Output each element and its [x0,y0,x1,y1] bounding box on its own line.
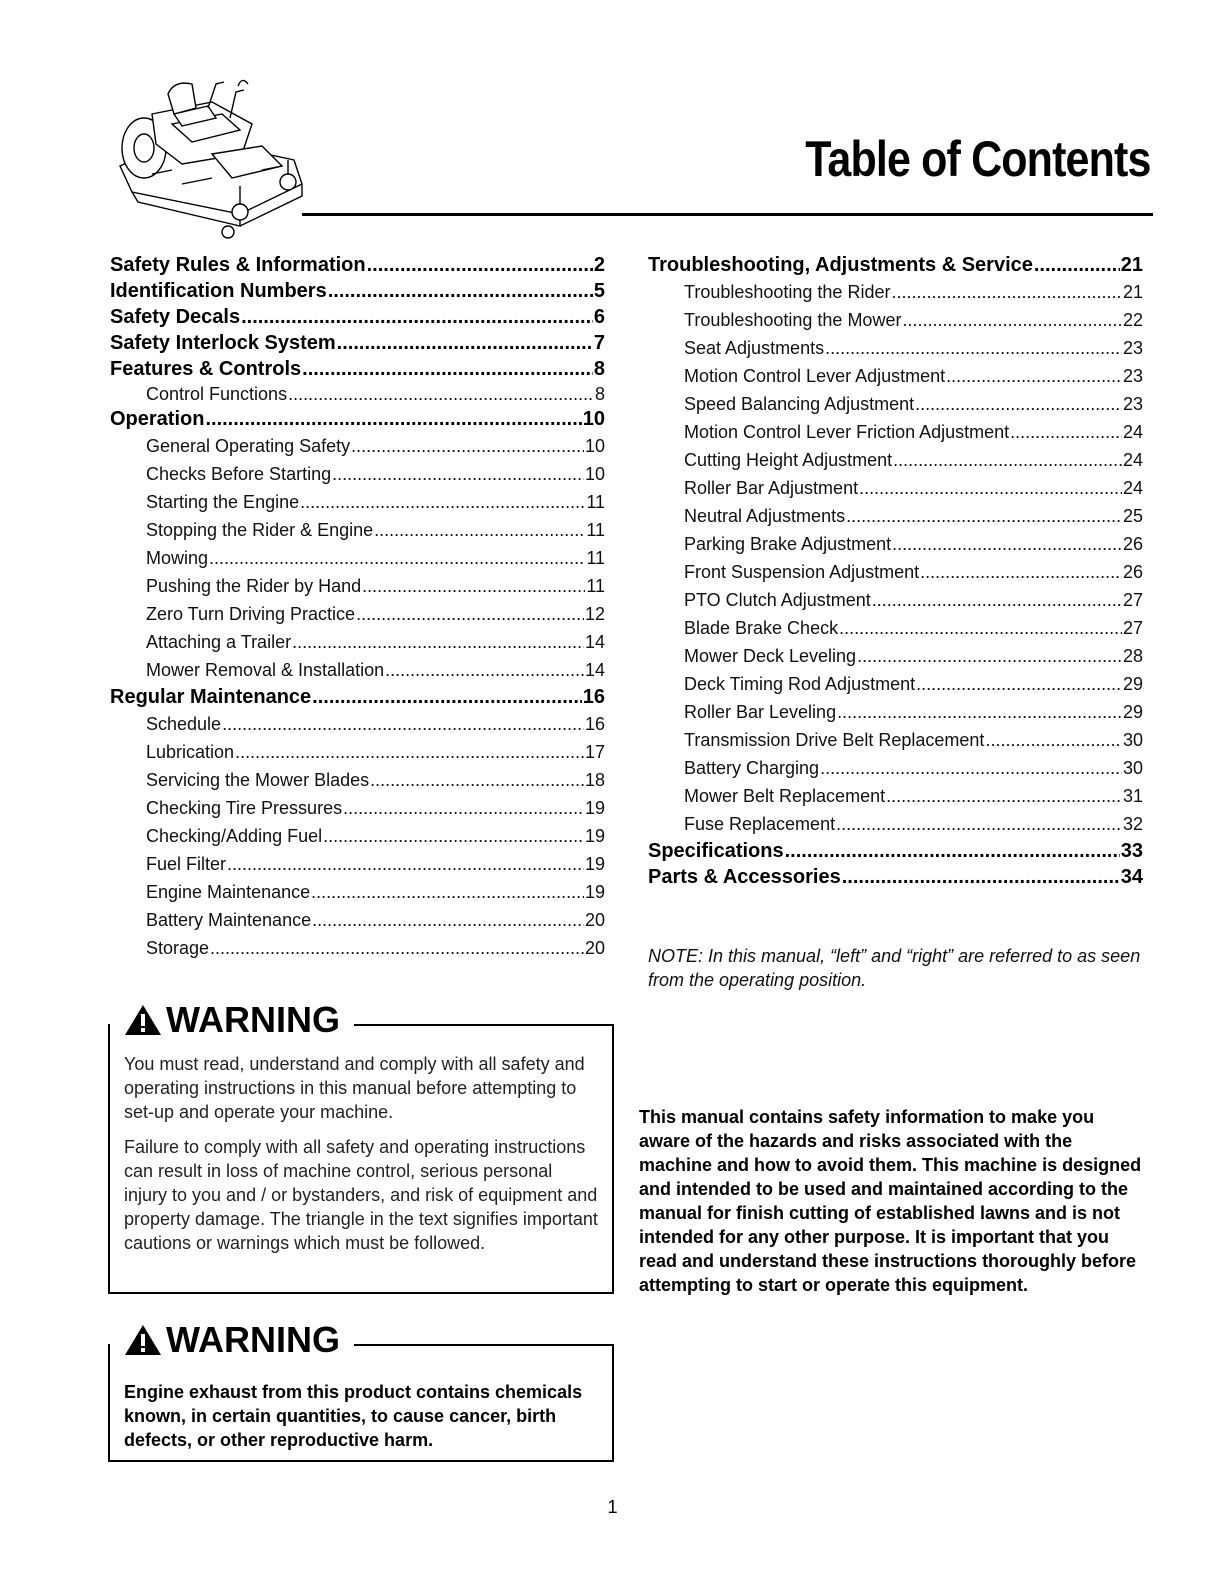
toc-subsection-entry [648,614,1143,642]
toc-entry-page: 19 [584,882,605,902]
toc-leader-dots [323,822,584,850]
safety-statement: This manual contains safety information to make you aware of the hazards and risks associated with the machine and how to avoid them. This machine is designed and intended to be used and maintained according to the manual for finish cutting of established lawns and is not intended for any other purpose. It is important that you read and understand these instructions thoroughly before attempting to start or operate this equipment. [639,1107,1142,1295]
toc-entry-label: Operation [110,408,205,430]
toc-entry-label: Schedule [146,714,222,734]
toc-entry-page: 11 [586,548,605,568]
toc-leader-dots [374,516,585,544]
toc-leader-dots [362,572,585,600]
toc-entry-label: Safety Interlock System [110,332,336,354]
toc-leader-dots [356,600,584,628]
toc-leader-dots [227,850,584,878]
toc-entry-page: 16 [584,714,605,734]
toc-leader-dots [839,614,1122,642]
warning-heading-text: WARNING [166,1319,340,1360]
toc-entry-page: 2 [593,254,605,276]
toc-entry-page: 26 [1122,534,1143,554]
toc-entry-page: 20 [584,938,605,958]
toc-entry-label: Cutting Height Adjustment [684,450,893,470]
toc-subsection-entry [110,488,605,516]
toc-leader-dots [209,544,585,572]
toc-leader-dots [846,502,1122,530]
toc-section-entry [110,356,605,382]
toc-entry-page: 25 [1122,506,1143,526]
toc-entry-label: Checking Tire Pressures [146,798,343,818]
toc-leader-dots [302,356,593,382]
toc-entry-page: 31 [1122,786,1143,806]
toc-entry-label: Roller Bar Adjustment [684,478,859,498]
toc-leader-dots [337,330,593,356]
toc-entry-page: 24 [1122,422,1143,442]
toc-entry-page: 18 [584,770,605,790]
toc-entry-label: Battery Maintenance [146,910,312,930]
toc-entry-page: 16 [582,686,605,708]
toc-entry-page: 32 [1122,814,1143,834]
toc-subsection-entry [110,822,605,850]
toc-leader-dots [872,586,1122,614]
toc-section-entry [110,304,605,330]
toc-entry-label: Seat Adjustments [684,338,825,358]
toc-entry-label: General Operating Safety [146,436,351,456]
toc-entry-label: Safety Rules & Information [110,254,366,276]
toc-subsection-entry [648,502,1143,530]
toc-leader-dots [300,488,585,516]
toc-leader-dots [1034,252,1120,278]
toc-leader-dots [916,670,1122,698]
toc-section-entry [110,278,605,304]
toc-entry-page: 8 [593,358,605,380]
toc-leader-dots [920,558,1122,586]
toc-subsection-entry [110,934,605,962]
toc-subsection-entry [110,382,605,406]
toc-leader-dots [367,252,593,278]
toc-section-entry [648,864,1143,890]
toc-entry-page: 10 [584,464,605,484]
toc-entry-page: 12 [584,604,605,624]
toc-entry-label: Specifications [648,840,784,862]
toc-entry-page: 5 [593,280,605,302]
toc-section-entry [110,330,605,356]
toc-entry-label: Control Functions [146,384,288,404]
toc-subsection-entry [110,572,605,600]
toc-entry-label: Pushing the Rider by Hand [146,576,362,596]
page-title: Table of Contents [805,131,1151,187]
toc-subsection-entry [648,530,1143,558]
toc-leader-dots [893,446,1122,474]
toc-section-entry [110,406,605,432]
toc-entry-label: Transmission Drive Belt Replacement [684,730,985,750]
toc-entry-page: 26 [1122,562,1143,582]
toc-entry-label: Troubleshooting, Adjustments & Service [648,254,1033,276]
toc-subsection-entry [110,460,605,488]
toc-entry-page: 11 [586,576,605,596]
toc-entry-label: Parts & Accessories [648,866,841,888]
toc-leader-dots [820,754,1122,782]
toc-leader-dots [332,460,584,488]
toc-subsection-entry [110,710,605,738]
toc-subsection-entry [648,558,1143,586]
toc-subsection-entry [648,418,1143,446]
toc-subsection-entry [648,334,1143,362]
toc-entry-page: 28 [1122,646,1143,666]
toc-leader-dots [385,656,584,684]
toc-section-entry [648,838,1143,864]
toc-right-column [648,252,1143,890]
toc-entry-page: 14 [584,632,605,652]
toc-leader-dots [946,362,1122,390]
toc-entry-label: Motion Control Lever Friction Adjustment [684,422,1010,442]
toc-leader-dots [292,628,584,656]
warning-paragraph: Failure to comply with all safety and operating instructions can result in loss of machine control, serious personal injury to you and / or bystanders, and risk of equipment and property damage. The triangle in the text signifies important cautions or warnings which must be followed. [124,1137,598,1253]
toc-subsection-entry [110,906,605,934]
toc-leader-dots [891,278,1122,306]
toc-section-entry [110,252,605,278]
toc-subsection-entry [110,544,605,572]
toc-leader-dots [312,906,584,934]
toc-entry-page: 29 [1122,702,1143,722]
warning-exhaust-text: Engine exhaust from this product contains chemicals known, in certain quantities, to cause cancer, birth defects, or other reproductive harm. [124,1382,583,1450]
toc-leader-dots [902,306,1122,334]
warning-heading [120,1320,354,1360]
toc-subsection-entry [110,794,605,822]
warning-triangle-icon [124,1004,162,1036]
toc-leader-dots [312,684,582,710]
toc-entry-label: Identification Numbers [110,280,327,302]
toc-entry-label: Lubrication [146,742,235,762]
toc-entry-label: Storage [146,938,210,958]
toc-subsection-entry [648,306,1143,334]
toc-entry-label: Engine Maintenance [146,882,311,902]
toc-entry-page: 21 [1122,282,1143,302]
toc-entry-label: Roller Bar Leveling [684,702,837,722]
toc-leader-dots [837,698,1122,726]
toc-subsection-entry [110,656,605,684]
toc-entry-label: Front Suspension Adjustment [684,562,920,582]
toc-leader-dots [343,794,584,822]
warning-triangle-icon [124,1324,162,1356]
toc-subsection-entry [648,390,1143,418]
toc-leader-dots [311,878,584,906]
toc-entry-page: 27 [1122,590,1143,610]
toc-subsection-entry [648,586,1143,614]
toc-subsection-entry [110,600,605,628]
toc-subsection-entry [648,670,1143,698]
toc-entry-label: Mower Deck Leveling [684,646,857,666]
warning-heading-text: WARNING [166,999,340,1040]
toc-entry-label: Mowing [146,548,209,568]
toc-leader-dots [210,934,584,962]
toc-entry-page: 23 [1122,366,1143,386]
toc-entry-page: 22 [1122,310,1143,330]
toc-section-entry [648,252,1143,278]
toc-subsection-entry [110,432,605,460]
toc-leader-dots [785,838,1120,864]
toc-section-entry [110,684,605,710]
toc-entry-label: Speed Balancing Adjustment [684,394,915,414]
toc-entry-page: 34 [1120,866,1143,888]
toc-entry-label: Fuel Filter [146,854,227,874]
toc-leader-dots [235,738,584,766]
toc-entry-label: PTO Clutch Adjustment [684,590,871,610]
toc-subsection-entry [110,738,605,766]
toc-entry-page: 23 [1122,338,1143,358]
warning-body [124,1052,598,1266]
toc-subsection-entry [648,782,1143,810]
toc-subsection-entry [110,878,605,906]
toc-entry-label: Safety Decals [110,306,241,328]
toc-entry-label: Servicing the Mower Blades [146,770,370,790]
toc-leader-dots [915,390,1122,418]
toc-entry-label: Checks Before Starting [146,464,332,484]
toc-left-column [110,252,605,962]
toc-subsection-entry [648,698,1143,726]
page-number: 1 [607,1497,618,1517]
toc-entry-page: 19 [584,798,605,818]
toc-subsection-entry [648,754,1143,782]
toc-entry-label: Checking/Adding Fuel [146,826,323,846]
toc-leader-dots [288,382,594,406]
toc-leader-dots [825,334,1122,362]
warning-box-safety [108,999,614,1294]
toc-entry-page: 20 [584,910,605,930]
warning-paragraph: You must read, understand and comply with all safety and operating instructions in this manual before attempting to set-up and operate your machine. [124,1054,585,1122]
toc-subsection-entry [648,810,1143,838]
toc-entry-page: 24 [1122,450,1143,470]
toc-entry-label: Mower Belt Replacement [684,786,886,806]
toc-subsection-entry [648,278,1143,306]
toc-entry-page: 11 [586,492,605,512]
toc-entry-page: 23 [1122,394,1143,414]
toc-entry-label: Regular Maintenance [110,686,312,708]
toc-leader-dots [328,278,593,304]
toc-leader-dots [205,406,581,432]
toc-leader-dots [859,474,1122,502]
toc-leader-dots [857,642,1122,670]
toc-entry-label: Deck Timing Rod Adjustment [684,674,916,694]
toc-subsection-entry [648,642,1143,670]
toc-entry-label: Parking Brake Adjustment [684,534,892,554]
toc-entry-page: 30 [1122,730,1143,750]
toc-entry-page: 29 [1122,674,1143,694]
toc-entry-label: Features & Controls [110,358,302,380]
toc-entry-page: 27 [1122,618,1143,638]
toc-entry-page: 19 [584,826,605,846]
toc-entry-label: Stopping the Rider & Engine [146,520,374,540]
toc-entry-page: 21 [1120,254,1143,276]
toc-entry-label: Battery Charging [684,758,820,778]
zero-turn-mower-illustration [112,74,308,240]
toc-entry-page: 33 [1120,840,1143,862]
toc-leader-dots [886,782,1122,810]
toc-entry-label: Troubleshooting the Rider [684,282,891,302]
warning-heading [120,1000,354,1040]
toc-leader-dots [842,864,1120,890]
toc-leader-dots [370,766,584,794]
toc-subsection-entry [648,474,1143,502]
toc-entry-label: Mower Removal & Installation [146,660,385,680]
toc-subsection-entry [648,362,1143,390]
toc-leader-dots [836,810,1122,838]
toc-leader-dots [985,726,1122,754]
toc-leader-dots [222,710,584,738]
toc-entry-label: Troubleshooting the Mower [684,310,902,330]
toc-entry-page: 19 [584,854,605,874]
toc-entry-page: 17 [584,742,605,762]
toc-entry-label: Neutral Adjustments [684,506,846,526]
toc-leader-dots [1010,418,1122,446]
toc-subsection-entry [110,628,605,656]
toc-entry-page: 7 [593,332,605,354]
toc-entry-page: 11 [586,520,605,540]
toc-subsection-entry [648,446,1143,474]
left-right-note: NOTE: In this manual, “left” and “right” are referred to as seen from the operating position. [648,946,1141,990]
title-rule [302,213,1153,216]
toc-entry-page: 24 [1122,478,1143,498]
toc-entry-label: Motion Control Lever Adjustment [684,366,946,386]
toc-entry-page: 10 [582,408,605,430]
warning-box-exhaust [108,1319,614,1462]
toc-entry-label: Blade Brake Check [684,618,839,638]
toc-entry-label: Starting the Engine [146,492,300,512]
toc-subsection-entry [110,850,605,878]
toc-entry-label: Attaching a Trailer [146,632,292,652]
toc-entry-page: 14 [584,660,605,680]
toc-leader-dots [351,432,584,460]
toc-entry-page: 10 [584,436,605,456]
toc-subsection-entry [110,516,605,544]
toc-entry-page: 8 [594,384,605,404]
toc-leader-dots [241,304,593,330]
toc-entry-label: Fuse Replacement [684,814,836,834]
toc-subsection-entry [110,766,605,794]
toc-entry-page: 6 [593,306,605,328]
toc-entry-label: Zero Turn Driving Practice [146,604,356,624]
toc-entry-page: 30 [1122,758,1143,778]
toc-subsection-entry [648,726,1143,754]
toc-leader-dots [892,530,1122,558]
